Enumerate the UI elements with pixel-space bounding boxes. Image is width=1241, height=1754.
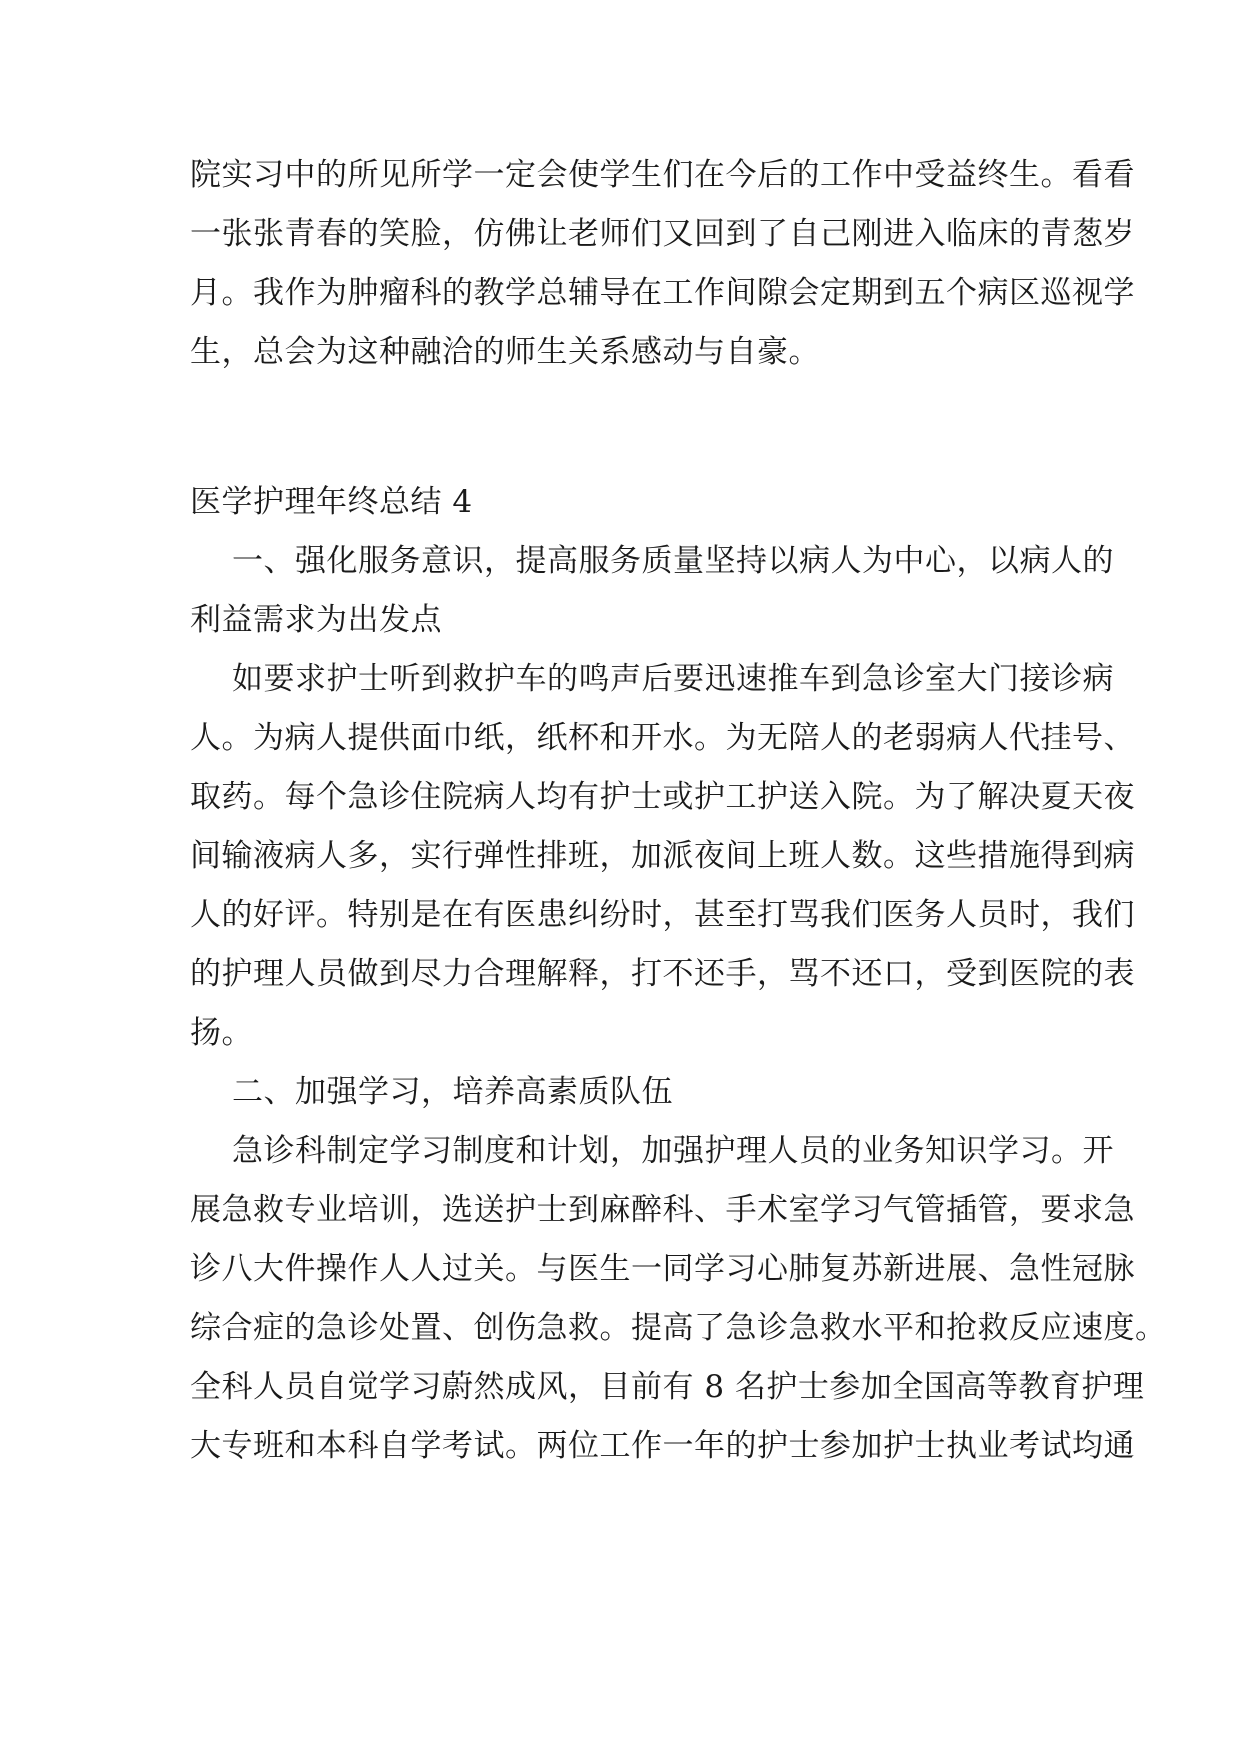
paragraph-line: 取药。每个急诊住院病人均有护士或护工护送入院。为了解决夏天夜 (190, 779, 1135, 815)
heading-1: 一、强化服务意识，提高服务质量坚持以病人为中心，以病人的 (232, 543, 1114, 579)
paragraph-line: 的护理人员做到尽力合理解释，打不还手，骂不还口，受到医院的表 (190, 956, 1135, 992)
heading-2: 二、加强学习，培养高素质队伍 (232, 1074, 673, 1110)
paragraph-line: 院实习中的所见所学一定会使学生们在今后的工作中受益终生。看看 (190, 157, 1135, 193)
section-title: 医学护理年终总结 4 (190, 484, 473, 520)
paragraph-line: 诊八大件操作人人过关。与医生一同学习心肺复苏新进展、急性冠脉 (190, 1251, 1135, 1287)
paragraph-line: 展急救专业培训，选送护士到麻醉科、手术室学习气管插管，要求急 (190, 1192, 1135, 1228)
paragraph-line: 急诊科制定学习制度和计划，加强护理人员的业务知识学习。开 (232, 1133, 1114, 1169)
paragraph-line: 大专班和本科自学考试。两位工作一年的护士参加护士执业考试均通 (190, 1428, 1135, 1464)
paragraph-line: 生，总会为这种融洽的师生关系感动与自豪。 (190, 334, 820, 370)
paragraph-line: 人。为病人提供面巾纸，纸杯和开水。为无陪人的老弱病人代挂号、 (190, 720, 1135, 756)
paragraph-line: 综合症的急诊处置、创伤急救。提高了急诊急救水平和抢救反应速度。 (190, 1310, 1167, 1346)
paragraph-line: 间输液病人多，实行弹性排班，加派夜间上班人数。这些措施得到病 (190, 838, 1135, 874)
paragraph-line: 全科人员自觉学习蔚然成风，目前有 8 名护士参加全国高等教育护理 (190, 1369, 1145, 1405)
paragraph-line: 如要求护士听到救护车的鸣声后要迅速推车到急诊室大门接诊病 (232, 661, 1114, 697)
paragraph-line: 月。我作为肿瘤科的教学总辅导在工作间隙会定期到五个病区巡视学 (190, 275, 1135, 311)
paragraph-line: 扬。 (190, 1015, 253, 1051)
paragraph-line: 人的好评。特别是在有医患纠纷时，甚至打骂我们医务人员时，我们 (190, 897, 1135, 933)
heading-1-continued: 利益需求为出发点 (190, 602, 442, 638)
paragraph-line: 一张张青春的笑脸，仿佛让老师们又回到了自己刚进入临床的青葱岁 (190, 216, 1135, 252)
